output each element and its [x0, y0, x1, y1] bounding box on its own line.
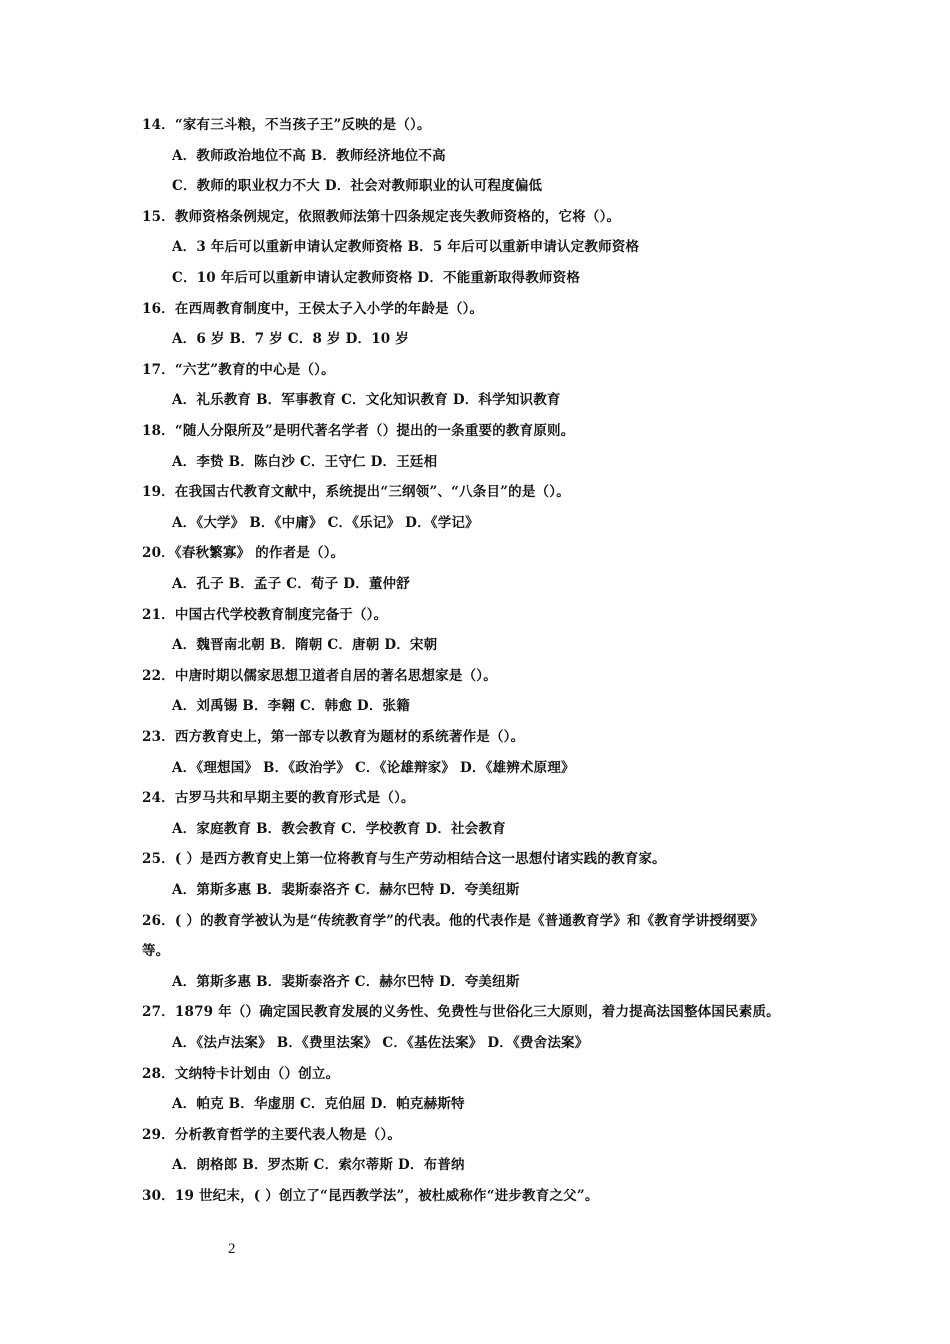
question-text: 15．教师资格条例规定，依照教师法第十四条规定丧失教师资格的，它将（）。 [142, 208, 621, 225]
answer-options: A．朗格郎 B．罗杰斯 C．索尔蒂斯 D．布普纳 [172, 1157, 465, 1174]
answer-options: A．教师政治地位不高 B．教师经济地位不高 [172, 147, 446, 164]
question-text: 29．分析教育哲学的主要代表人物是（）。 [142, 1126, 402, 1143]
question-text: 30．19 世纪末，( ）创立了“昆西教学法”，被杜威称作“进步教育之父”。 [142, 1188, 599, 1204]
answer-options: C．10 年后可以重新申请认定教师资格 D．不能重新取得教师资格 [172, 270, 581, 286]
question-text: 23．西方教育史上，第一部专以教育为题材的系统著作是（）。 [142, 729, 525, 745]
answer-options: C．教师的职业权力不大 D．社会对教师职业的认可程度偏低 [172, 178, 543, 195]
question-text: 17．“六艺”教育的中心是（）。 [142, 361, 335, 378]
answer-options: A．3 年后可以重新申请认定教师资格 B．5 年后可以重新申请认定教师资格 [172, 239, 640, 256]
page-number: 2 [228, 1241, 236, 1257]
answer-options: A．李贽 B．陈白沙 C．王守仁 D．王廷相 [172, 453, 438, 470]
answer-options: A．6 岁 B．7 岁 C．8 岁 D．10 岁 [172, 331, 410, 348]
question-text: 19．在我国古代教育文献中，系统提出“三纲领”、“八条目”的是（）。 [142, 484, 570, 501]
answer-options: A．家庭教育 B．教会教育 C．学校教育 D．社会教育 [172, 820, 506, 837]
answer-options: A．《法卢法案》 B．《费里法案》 C．《基佐法案》 D．《费舍法案》 [172, 1035, 589, 1051]
answer-options: A．《理想国》 B．《政治学》 C．《论雄辩家》 D．《雄辨术原理》 [172, 759, 575, 776]
answer-options: A．《大学》 B．《中庸》 C．《乐记》 D．《学记》 [172, 514, 479, 531]
question-text-continued: 等。 [142, 943, 170, 960]
answer-options: A．帕克 B．华虚朋 C．克伯屈 D．帕克赫斯特 [172, 1096, 465, 1113]
question-text: 22．中唐时期以儒家思想卫道者自居的著名思想家是（）。 [142, 667, 497, 684]
question-text: 16．在西周教育制度中，王侯太子入小学的年龄是（）。 [142, 300, 484, 317]
answer-options: A．孔子 B．孟子 C．荀子 D．董仲舒 [172, 576, 410, 592]
question-text: 28．文纳特卡计划由（）创立。 [142, 1065, 340, 1082]
answer-options: A．礼乐教育 B．军事教育 C．文化知识教育 D．科学知识教育 [172, 392, 561, 409]
question-text: 24．古罗马共和早期主要的教育形式是（）。 [142, 790, 415, 807]
question-text: 25．( ）是西方教育史上第一位将教育与生产劳动相结合这一思想付诸实践的教育家。 [142, 851, 666, 868]
answer-options: A．第斯多惠 B．裴斯泰洛齐 C．赫尔巴特 D．夸美纽斯 [172, 882, 520, 898]
question-text: 14．“家有三斗粮，不当孩子王”反映的是（）。 [142, 117, 431, 133]
answer-options: A．第斯多惠 B．裴斯泰洛齐 C．赫尔巴特 D．夸美纽斯 [172, 973, 520, 990]
question-text: 21．中国古代学校教育制度完备于（）。 [142, 606, 388, 623]
question-text: 20．《春秋繁寡》 的作者是（）。 [142, 545, 345, 562]
question-text: 26．( ）的教育学被认为是“传统教育学”的代表。他的代表作是《普通教育学》和《教育学讲授纲要》 [142, 912, 765, 929]
answer-options: A．魏晋南北朝 B．隋朝 C．唐朝 D．宋朝 [172, 637, 438, 654]
question-text: 18．“随人分限所及”是明代著名学者（）提出的一条重要的教育原则。 [142, 423, 575, 439]
answer-options: A．刘禹锡 B．李翱 C．韩愈 D．张籍 [172, 698, 410, 715]
question-text: 27．1879 年（）确定国民教育发展的义务性、免费性与世俗化三大原则，着力提高法国整体国民素质。 [142, 1004, 780, 1021]
